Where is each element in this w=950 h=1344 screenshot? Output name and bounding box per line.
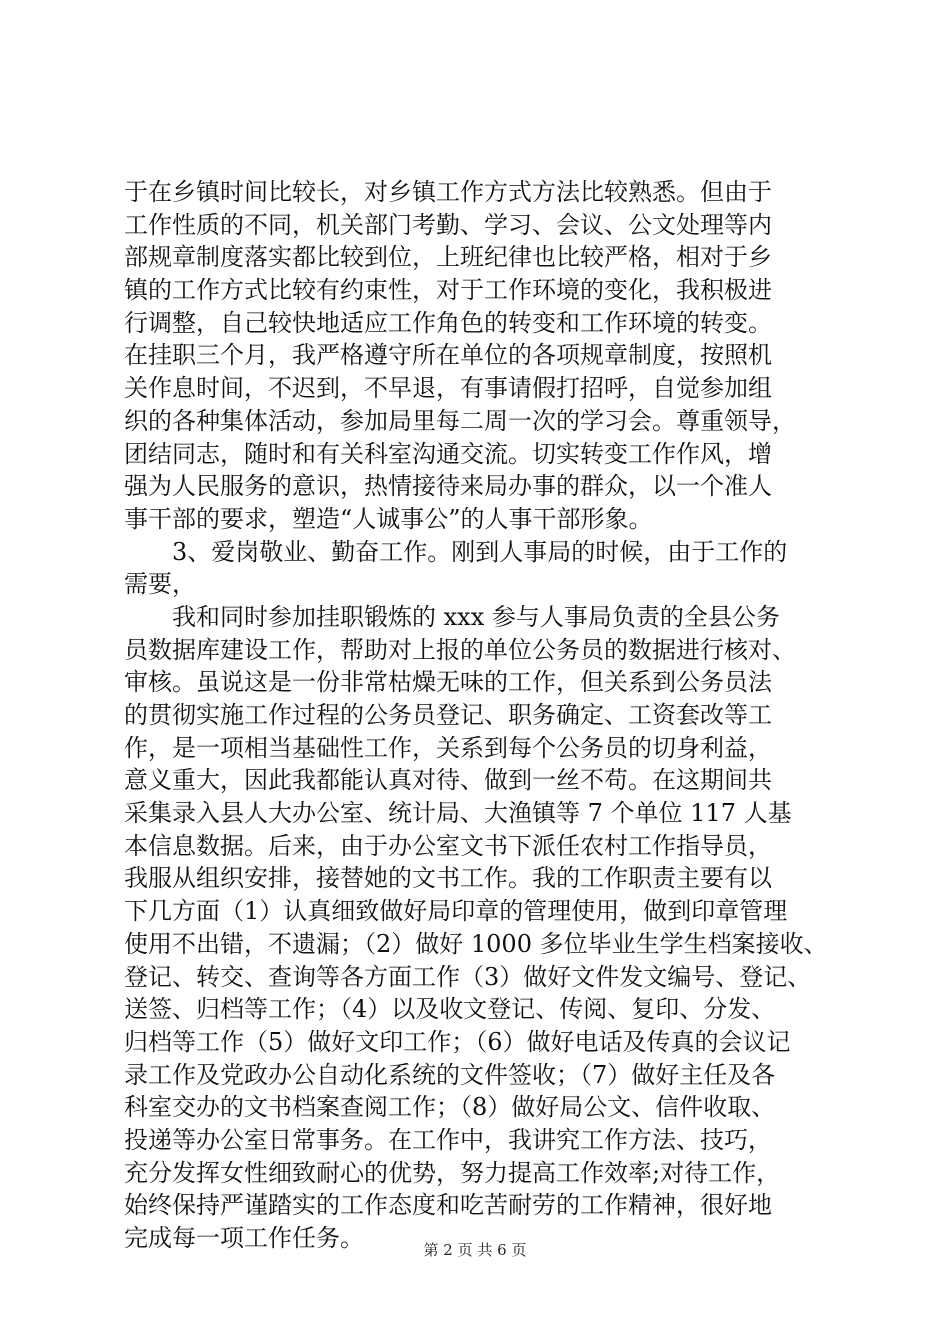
text-line: 员数据库建设工作，帮助对上报的单位公务员的数据进行核对、 [124,635,796,664]
text-line: 使用不出错，不遗漏；（2）做好 1000 多位毕业生学生档案接收、 [124,929,828,958]
text-line: 行调整，自己较快地适应工作角色的转变和工作环境的转变。 [124,308,772,337]
text-line: 需要， [124,570,196,599]
text-line: 完成每一项工作任务。 [124,1224,364,1252]
text-line: 镇的工作方式比较有约束性，对于工作环境的变化，我积极进 [124,276,772,305]
text-line: 送签、归档等工作；（4）以及收文登记、传阅、复印、分发、 [124,995,776,1024]
text-line: 我服从组织安排，接替她的文书工作。我的工作职责主要有以 [124,864,772,893]
text-line: 意义重大，因此我都能认真对待、做到一丝不苟。在这期间共 [124,766,772,795]
text-line: 归档等工作（5）做好文印工作；（6）做好电话及传真的会议记 [124,1027,791,1056]
text-line: 的贯彻实施工作过程的公务员登记、职务确定、工资套改等工 [124,701,772,729]
text-line: 部规章制度落实都比较到位，上班纪律也比较严格，相对于乡 [124,243,772,272]
text-line: 本信息数据。后来，由于办公室文书下派任农村工作指导员， [124,831,772,860]
text-line: 充分发挥女性细致耐心的优势，努力提高工作效率;对待工作， [124,1158,781,1187]
text-line: 于在乡镇时间比较长，对乡镇工作方式方法比较熟悉。但由于 [124,178,772,206]
text-line: 强为人民服务的意识，热情接待来局办事的群众，以一个准人 [124,472,772,501]
text-line: 在挂职三个月，我严格遵守所在单位的各项规章制度，按照机 [124,341,772,370]
text-line: 关作息时间，不迟到，不早退，有事请假打招呼，自觉参加组 [124,374,772,403]
text-line: 采集录入县人大办公室、统计局、大渔镇等 7 个单位 117 人基 [124,799,792,828]
text-line: 3、爱岗敬业、勤奋工作。刚到人事局的时候，由于工作的 [124,537,788,566]
text-line: 作，是一项相当基础性工作，关系到每个公务员的切身利益， [124,733,772,762]
page-footer: 第 2 页 共 6 页 [423,1241,527,1259]
text-line: 录工作及党政办公自动化系统的文件签收；（7）做好主任及各 [124,1060,776,1089]
text-line: 下几方面（1）认真细致做好局印章的管理使用，做到印章管理 [124,897,788,926]
text-line: 投递等办公室日常事务。在工作中，我讲究工作方法、技巧， [124,1125,772,1154]
text-line: 我和同时参加挂职锻炼的 xxx 参与人事局负责的全县公务 [124,602,780,631]
text-line: 织的各种集体活动，参加局里每二周一次的学习会。尊重领导， [124,406,796,435]
text-line: 事干部的要求，塑造“人诚事公”的人事干部形象。 [124,504,653,533]
text-line: 审核。虽说这是一份非常枯燥无味的工作，但关系到公务员法 [124,668,772,697]
text-line: 科室交办的文书档案查阅工作；（8）做好局公文、信件收取、 [124,1093,776,1122]
text-line: 团结同志，随时和有关科室沟通交流。切实转变工作作风，增 [124,439,772,468]
text-line: 登记、转交、查询等各方面工作（3）做好文件发文编号、登记、 [124,962,812,991]
text-line: 工作性质的不同，机关部门考勤、学习、会议、公文处理等内 [124,210,772,239]
text-line: 始终保持严谨踏实的工作态度和吃苦耐劳的工作精神，很好地 [124,1191,772,1220]
body-text [124,176,844,1255]
